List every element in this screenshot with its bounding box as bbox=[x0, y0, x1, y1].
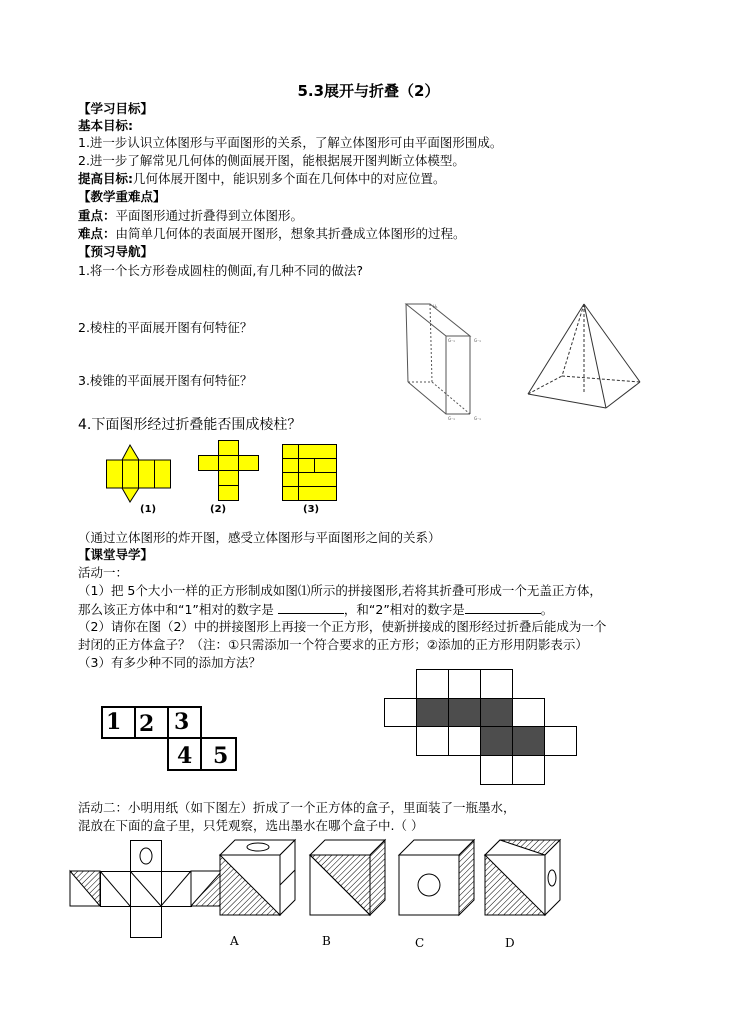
box-net bbox=[69, 840, 223, 940]
net-3-label: (3) bbox=[303, 504, 320, 515]
prism-figure bbox=[400, 296, 496, 426]
choice-c-label[interactable]: C bbox=[415, 936, 425, 950]
keypoints-header: 【教学重难点】 bbox=[78, 189, 166, 204]
difficult-point-label: 难点： bbox=[78, 226, 116, 241]
grid-number-4: 4 bbox=[177, 743, 193, 769]
svg-text:G⁻₁: G⁻₁ bbox=[474, 338, 481, 343]
net-2-label: (2) bbox=[210, 504, 227, 515]
grid-number-5: 5 bbox=[213, 743, 229, 769]
cube-choice-a[interactable] bbox=[219, 838, 299, 918]
choice-d-label[interactable]: D bbox=[505, 936, 515, 950]
answer-blank-1[interactable] bbox=[278, 601, 344, 614]
difficult-point bbox=[78, 226, 466, 242]
svg-text:G⁻₁: G⁻₁ bbox=[448, 416, 455, 421]
shaded-net-grid[interactable] bbox=[384, 668, 578, 786]
activity-1-q1-line2 bbox=[78, 601, 553, 618]
activity-1-label: 活动一： bbox=[78, 565, 129, 580]
svg-text:G⁻₁: G⁻₁ bbox=[474, 416, 481, 421]
choice-b-label[interactable]: B bbox=[322, 934, 331, 948]
advanced-goal-text: 几何体展开图中，能识别多个面在几何体中的对应位置。 bbox=[133, 171, 446, 186]
basic-goals-label: 基本目标: bbox=[78, 118, 133, 133]
q1-text-c: 。 bbox=[540, 602, 554, 617]
preview-question-4: 4.下面图形经过折叠能否围成棱柱？ bbox=[78, 417, 302, 433]
activity-1-q2-line2: 封闭的正方体盒子？（注：①只需添加一个符合要求的正方形；②添加的正方形用阴影表示） bbox=[78, 637, 588, 652]
q1-text-b: ，和“2”相对的数字是 bbox=[343, 602, 465, 617]
svg-text:H₁: H₁ bbox=[433, 304, 438, 309]
q1-text-a: 那么该正方体中和“1”相对的数字是 bbox=[78, 602, 278, 617]
yellow-net-3 bbox=[282, 444, 338, 502]
net-1-label: (1) bbox=[140, 504, 157, 515]
advanced-goal-label: 提高目标: bbox=[78, 171, 133, 186]
activity-1-q2-line1: （2）请你在图（2）中的拼接图形上再接一个正方形，使新拼接成的图形经过折叠后能成为一个 bbox=[78, 619, 607, 634]
key-point-label: 重点： bbox=[78, 208, 116, 223]
activity-1-q1-line1: （1）把 5个大小一样的正方形制成如图⑴所示的拼接图形,若将其折叠可形成一个无盖正方体， bbox=[78, 583, 602, 598]
preview-question-3: 3.棱锥的平面展开图有何特征？ bbox=[78, 373, 253, 388]
cube-choice-d[interactable] bbox=[484, 838, 564, 918]
key-point-text: 平面图形通过折叠得到立体图形。 bbox=[115, 208, 304, 223]
preview-question-1: 1.将一个长方形卷成圆柱的侧面,有几种不同的做法? bbox=[78, 263, 364, 278]
grid-number-2: 2 bbox=[139, 711, 155, 737]
page-title: 5.3展开与折叠（2） bbox=[297, 82, 440, 100]
pyramid-figure bbox=[524, 300, 644, 412]
classroom-header: 【课堂导学】 bbox=[78, 547, 154, 562]
preview-header: 【预习导航】 bbox=[78, 244, 154, 259]
choice-a-label[interactable]: A bbox=[230, 934, 239, 948]
yellow-net-2 bbox=[198, 440, 260, 502]
cube-choice-c[interactable] bbox=[398, 838, 478, 918]
preview-question-2: 2.棱柱的平面展开图有何特征？ bbox=[78, 320, 253, 335]
cube-choice-b[interactable] bbox=[309, 838, 389, 918]
grid-number-1: 1 bbox=[106, 709, 122, 735]
yellow-net-1 bbox=[106, 444, 174, 502]
key-point bbox=[78, 208, 303, 224]
answer-blank-2[interactable] bbox=[465, 601, 541, 614]
goals-header: 【学习目标】 bbox=[78, 101, 154, 116]
svg-text:G⁻₁: G⁻₁ bbox=[448, 338, 455, 343]
activity-2-line1: 活动二：小明用纸（如下图左）折成了一个正方体的盒子，里面装了一瓶墨水， bbox=[78, 800, 516, 815]
grid-number-3: 3 bbox=[174, 709, 190, 735]
advanced-goal bbox=[78, 171, 446, 187]
activity-1-q3: （3）有多少种不同的添加方法？ bbox=[78, 655, 261, 670]
activity-2-line2: 混放在下面的盒子里，只凭观察，选出墨水在哪个盒子中.（ ） bbox=[78, 818, 424, 833]
difficult-point-text: 由简单几何体的表面展开图形，想象其折叠成立体图形的过程。 bbox=[115, 226, 466, 241]
basic-goal-2: 2.进一步了解常见几何体的侧面展开图，能根据展开图判断立体模型。 bbox=[78, 153, 465, 168]
basic-goal-1: 1.进一步认识立体图形与平面图形的关系，了解立体图形可由平面图形围成。 bbox=[78, 135, 503, 150]
preview-note: （通过立体图形的炸开图，感受立体图形与平面图形之间的关系） bbox=[78, 530, 441, 545]
